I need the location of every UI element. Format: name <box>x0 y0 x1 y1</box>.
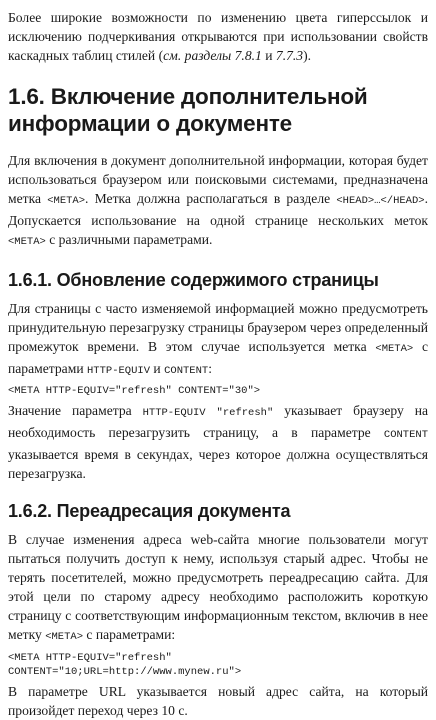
code-example-redirect <box>8 651 428 679</box>
section-heading-1-6-2: 1.6.2. Переадресация документа <box>8 501 291 521</box>
intro-text: Более широкие возможности по изменению цвета гиперссылок и исключению подчеркивания открываются при использовании свойств каскадных таблиц стилей ( <box>8 10 428 63</box>
text-span: В случае изменения адреса web-сайта многие пользователи могут пытаться получить доступ к нему, используя старый адрес. Чтобы не терять посетителей, можно предусмотреть переадресацию сайта. Для этой цели по старому адресу необходимо расположить короткую страницу с соответствующим информационным текстом, включив в нее метку <box>8 532 428 642</box>
section-reference: см. разделы 7.8.1 <box>163 48 262 63</box>
code-inline: <HEAD>…</HEAD> <box>336 195 425 207</box>
text-span: : <box>208 361 212 376</box>
paragraph-1-6-2-a <box>8 530 428 647</box>
text-span: с различными параметрами. <box>45 232 213 247</box>
section-reference-2: 7.7.3 <box>275 48 304 63</box>
section-heading-1-6: 1.6. Включение дополнительной информации о документе <box>8 84 368 136</box>
code-inline: <META> <box>45 631 83 643</box>
code-inline: CONTENT <box>383 429 428 441</box>
code-inline: <META> <box>8 236 46 248</box>
text-span: указывается время в секундах, через которое должна осуществляться перезагрузка. <box>8 447 428 481</box>
intro-end: ). <box>303 48 312 63</box>
text-span: и <box>150 361 165 376</box>
code-inline: CONTENT <box>164 365 209 377</box>
code-inline: "refresh" <box>216 407 274 419</box>
text-span: Значение параметра <box>8 403 143 418</box>
intro-paragraph <box>8 8 428 65</box>
text-span <box>206 403 217 418</box>
paragraph-1-6 <box>8 151 428 252</box>
code-inline: <META> <box>375 343 414 355</box>
document-page <box>8 8 428 720</box>
text-span: Для страницы с часто изменяемой информацией можно предусмотреть принудительную перезагрузку страницы браузером через определенный промежуток времени. В этом случае используется метка <box>8 301 429 354</box>
paragraph-1-6-1-b <box>8 401 428 483</box>
text-span: Для включения в документ дополнительной информации, которая будет использоваться браузером или поисковыми системами, предназначена метка <box>8 153 428 206</box>
text-span: . Метка должна располагаться в разделе <box>85 191 337 206</box>
code-inline: HTTP-EQUIV <box>87 365 151 377</box>
text-span: указывает браузеру на необходимость перезагрузить страницу, а в параметре <box>8 403 428 440</box>
paragraph-1-6-1-a <box>8 299 428 381</box>
code-inline: HTTP-EQUIV <box>142 407 206 419</box>
code-line: CONTENT="10;URL=http://www.mynew.ru"> <box>8 666 242 678</box>
code-inline: <META> <box>47 195 86 207</box>
code-line: <META HTTP-EQUIV="refresh" <box>8 652 172 664</box>
code-example-refresh: <META HTTP-EQUIV="refresh" CONTENT="30"> <box>8 385 261 397</box>
text-span: . Допускается использование на одной странице нескольких меток <box>8 191 428 228</box>
text-span: с параметрами <box>8 339 428 376</box>
text-span: с параметрами: <box>83 627 176 642</box>
section-heading-1-6-1: 1.6.1. Обновление содержимого страницы <box>8 270 379 290</box>
paragraph-1-6-2-b: В параметре URL указывается новый адрес сайта, на который произойдет переход через 10 с. <box>8 684 428 718</box>
intro-and: и <box>261 48 276 63</box>
